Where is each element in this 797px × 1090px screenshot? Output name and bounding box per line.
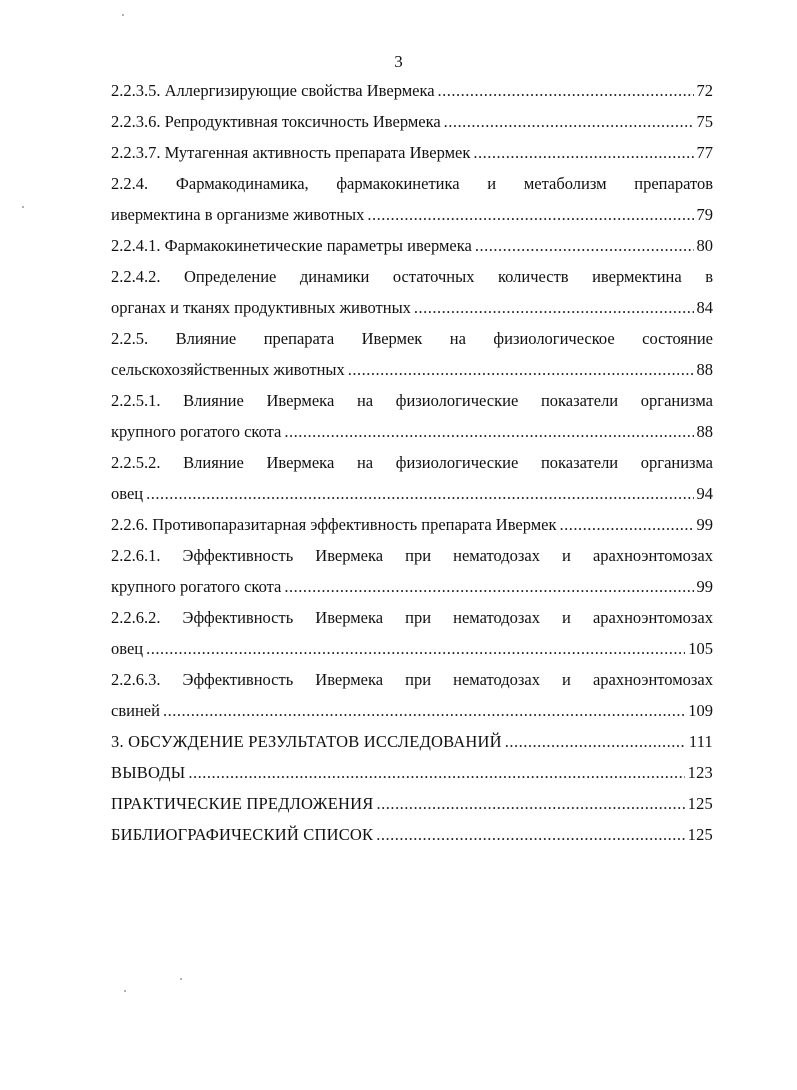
toc-entry-page: 75 <box>696 112 713 131</box>
toc-entry-page: 99 <box>696 577 713 596</box>
toc-entry-title-line1: 2.2.6.3. Эффективность Ивермека при нематодозах и арахноэнтомозах <box>111 670 713 689</box>
toc-entry-title-line1: 2.2.5.2. Влияние Ивермека на физиологические показатели организма <box>111 453 713 472</box>
toc-entry-first-line[interactable] <box>111 602 713 633</box>
toc-leader-dots <box>367 199 693 230</box>
toc-entry-first-line[interactable] <box>111 447 713 478</box>
toc-entry[interactable] <box>111 788 713 819</box>
toc-entry-title: ВЫВОДЫ <box>111 763 186 782</box>
toc-entry[interactable] <box>111 509 713 540</box>
toc-entry-page: 109 <box>688 701 713 720</box>
toc-leader-dots <box>473 137 693 168</box>
toc-entry-page: 72 <box>696 81 713 100</box>
toc-entry-title: ПРАКТИЧЕСКИЕ ПРЕДЛОЖЕНИЯ <box>111 794 374 813</box>
toc-entry[interactable] <box>111 75 713 106</box>
toc-leader-dots <box>163 695 685 726</box>
toc-entry-first-line[interactable] <box>111 540 713 571</box>
page-number: 3 <box>394 52 403 71</box>
toc-entry-first-line[interactable] <box>111 261 713 292</box>
toc-entry-title-line1: 2.2.6.2. Эффективность Ивермека при нематодозах и арахноэнтомозах <box>111 608 713 627</box>
toc-entry-page: 79 <box>696 205 713 224</box>
toc-entry[interactable] <box>111 571 713 602</box>
toc-leader-dots <box>146 633 685 664</box>
toc-entry-first-line[interactable] <box>111 168 713 199</box>
toc-entry[interactable] <box>111 416 713 447</box>
toc-entry[interactable] <box>111 695 713 726</box>
toc-leader-dots <box>505 726 686 757</box>
toc-leader-dots <box>284 416 693 447</box>
toc-entry-title: сельскохозяйственных животных <box>111 360 345 379</box>
toc-entry-title: органах и тканях продуктивных животных <box>111 298 411 317</box>
toc-entry-page: 80 <box>696 236 713 255</box>
toc-entry[interactable] <box>111 106 713 137</box>
toc-entry-title: свиней <box>111 701 160 720</box>
scan-speck <box>122 14 124 16</box>
toc-entry-page: 99 <box>696 515 713 534</box>
toc-leader-dots <box>376 788 684 819</box>
toc-entry-page: 125 <box>687 825 713 844</box>
table-of-contents <box>111 75 713 850</box>
toc-entry-title: 2.2.3.6. Репродуктивная токсичность Ивермека <box>111 112 441 131</box>
toc-entry[interactable] <box>111 726 713 757</box>
toc-leader-dots <box>188 757 684 788</box>
toc-entry-title: 2.2.4.1. Фармакокинетические параметры ивермека <box>111 236 472 255</box>
toc-leader-dots <box>438 75 694 106</box>
toc-entry-title: овец <box>111 639 144 658</box>
toc-leader-dots <box>475 230 694 261</box>
toc-leader-dots <box>348 354 694 385</box>
toc-leader-dots <box>560 509 694 540</box>
toc-entry[interactable] <box>111 478 713 509</box>
toc-leader-dots <box>146 478 693 509</box>
toc-entry-page: 105 <box>688 639 713 658</box>
toc-leader-dots <box>284 571 693 602</box>
toc-entry-page: 77 <box>696 143 713 162</box>
toc-entry[interactable] <box>111 199 713 230</box>
toc-leader-dots <box>376 819 684 850</box>
toc-entry-title: ивермектина в организме животных <box>111 205 365 224</box>
toc-entry-first-line[interactable] <box>111 385 713 416</box>
toc-entry[interactable] <box>111 757 713 788</box>
toc-entry-title: овец <box>111 484 144 503</box>
toc-entry[interactable] <box>111 137 713 168</box>
toc-entry-page: 84 <box>696 298 713 317</box>
toc-entry-title: 2.2.3.5. Аллергизирующие свойства Ивермека <box>111 81 435 100</box>
toc-entry-first-line[interactable] <box>111 664 713 695</box>
toc-entry[interactable] <box>111 292 713 323</box>
toc-leader-dots <box>414 292 694 323</box>
scan-speck <box>124 990 126 992</box>
toc-entry-title-line1: 2.2.5. Влияние препарата Ивермек на физиологическое состояние <box>111 329 713 348</box>
toc-entry-page: 123 <box>687 763 713 782</box>
toc-entry-title-line1: 2.2.4.2. Определение динамики остаточных количеств ивермектина в <box>111 267 713 286</box>
scan-speck <box>180 978 182 980</box>
toc-entry-page: 88 <box>696 422 713 441</box>
toc-entry[interactable] <box>111 819 713 850</box>
toc-entry[interactable] <box>111 230 713 261</box>
toc-entry-page: 125 <box>687 794 713 813</box>
toc-entry-title: крупного рогатого скота <box>111 577 282 596</box>
toc-entry[interactable] <box>111 633 713 664</box>
toc-entry-title-line1: 2.2.6.1. Эффективность Ивермека при нематодозах и арахноэнтомозах <box>111 546 713 565</box>
toc-entry-page: 88 <box>696 360 713 379</box>
toc-entry[interactable] <box>111 354 713 385</box>
toc-entry-title: 3. ОБСУЖДЕНИЕ РЕЗУЛЬТАТОВ ИССЛЕДОВАНИЙ <box>111 732 502 751</box>
toc-entry-title: крупного рогатого скота <box>111 422 282 441</box>
toc-entry-title: БИБЛИОГРАФИЧЕСКИЙ СПИСОК <box>111 825 374 844</box>
toc-entry-page: 111 <box>688 732 713 751</box>
toc-entry-page: 94 <box>696 484 713 503</box>
scan-speck <box>22 206 24 208</box>
toc-entry-title-line1: 2.2.5.1. Влияние Ивермека на физиологические показатели организма <box>111 391 713 410</box>
toc-entry-title: 2.2.6. Противопаразитарная эффективность препарата Ивермек <box>111 515 557 534</box>
toc-entry-title-line1: 2.2.4. Фармакодинамика, фармакокинетика и метаболизм препаратов <box>111 174 713 193</box>
toc-entry-first-line[interactable] <box>111 323 713 354</box>
toc-entry-title: 2.2.3.7. Мутагенная активность препарата Ивермек <box>111 143 471 162</box>
toc-leader-dots <box>444 106 694 137</box>
